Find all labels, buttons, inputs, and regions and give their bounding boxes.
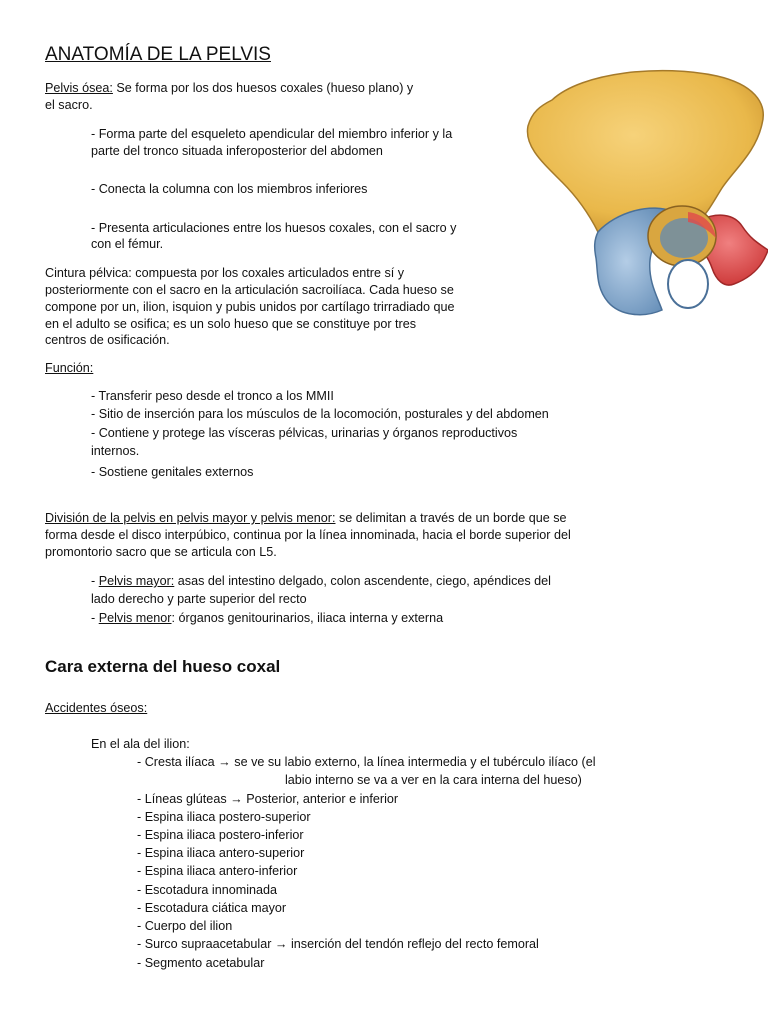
division-line-1: [45, 510, 567, 527]
cintura-line-4: en el adulto se osifica; es un solo hueso que se constituye por tres: [45, 317, 417, 331]
hip-bone-illustration: [512, 62, 768, 322]
accidente-item-1: - Cresta ilíaca → se ve su labio externo, la línea intermedia y el tubérculo ilíaco (el: [137, 755, 596, 769]
accidente-item-6: - Espina iliaca antero-inferior: [137, 864, 298, 878]
bullet-1-line-2: parte del tronco situada inferoposterior del abdomen: [91, 144, 383, 158]
funcion-item-1: - Transferir peso desde el tronco a los MMII: [91, 389, 334, 403]
division-label: División de la pelvis en pelvis mayor y pelvis menor:: [45, 511, 336, 525]
bullet-2-line-1: - Conecta la columna con los miembros inferiores: [91, 182, 368, 196]
pelvis-mayor-dash: -: [91, 574, 99, 588]
accidente-item-5: - Espina iliaca antero-superior: [137, 846, 305, 860]
bullet-1-line-1: - Forma parte del esqueleto apendicular del miembro inferior y la: [91, 127, 453, 141]
funcion-label: Función:: [45, 361, 94, 375]
cintura-line-1: Cintura pélvica: compuesta por los coxales articulados entre sí y: [45, 266, 405, 280]
pelvis-osea-text: Se forma por los dos huesos coxales (hueso plano) y: [112, 81, 414, 95]
pelvis-menor-line: [91, 610, 443, 627]
cintura-line-3: compone por un, ilion, isquion y pubis unidos por cartílago trirradiado que: [45, 300, 455, 314]
pelvis-menor-dash: -: [91, 611, 99, 625]
pelvis-mayor-label: Pelvis mayor:: [98, 574, 175, 588]
funcion-item-4: - Sostiene genitales externos: [91, 465, 254, 479]
ala-ilion-label: En el ala del ilion:: [91, 737, 190, 751]
cara-externa-heading: Cara externa del hueso coxal: [45, 657, 281, 676]
cintura-line-2: posteriormente con el sacro en la articulación sacroilíaca. Cada hueso se: [45, 283, 454, 297]
funcion-item-2: - Sitio de inserción para los músculos de la locomoción, posturales y del abdomen: [91, 407, 549, 421]
accidente-item-4: - Espina iliaca postero-inferior: [137, 828, 304, 842]
pelvis-mayor-line-1: [91, 573, 551, 590]
funcion-item-3: - Contiene y protege las vísceras pélvicas, urinarias y órganos reproductivos: [91, 426, 518, 440]
accidente-item-8: - Escotadura ciática mayor: [137, 901, 287, 915]
division-line-2: forma desde el disco interpúbico, continua por la línea innominada, hacia el borde superior del: [45, 528, 571, 542]
accidente-item-11: - Segmento acetabular: [137, 956, 265, 970]
pelvis-mayor-line-2: lado derecho y parte superior del recto: [91, 592, 307, 606]
accidente-item-10: - Surco supraacetabular → inserción del tendón reflejo del recto femoral: [137, 937, 539, 951]
obturator-foramen-shape: [668, 260, 708, 308]
accidentes-label: Accidentes óseos:: [45, 701, 148, 715]
pelvis-osea-line-2: el sacro.: [45, 98, 93, 112]
division-text: se delimitan a través de un borde que se: [335, 511, 567, 525]
funcion-item-3-cont: internos.: [91, 444, 140, 458]
pelvis-osea-line-1: [45, 80, 413, 97]
accidente-item-7: - Escotadura innominada: [137, 883, 278, 897]
bullet-3-line-1: - Presenta articulaciones entre los huesos coxales, con el sacro y: [91, 221, 457, 235]
pelvis-menor-text: : órganos genitourinarios, iliaca interna y externa: [171, 611, 444, 625]
accidente-item-9: - Cuerpo del ilion: [137, 919, 233, 933]
page-title: ANATOMÍA DE LA PELVIS: [45, 44, 271, 65]
pelvis-osea-label: Pelvis ósea:: [45, 81, 113, 95]
accidente-item-3: - Espina iliaca postero-superior: [137, 810, 311, 824]
division-line-3: promontorio sacro que se articula con L5.: [45, 545, 277, 559]
cintura-line-5: centros de osificación.: [45, 333, 170, 347]
accidente-item-2: - Líneas glúteas → Posterior, anterior e inferior: [137, 792, 399, 806]
pelvis-menor-label: Pelvis menor: [98, 611, 172, 625]
bullet-3-line-2: con el fémur.: [91, 237, 164, 251]
pelvis-mayor-text: asas del intestino delgado, colon ascendente, ciego, apéndices del: [174, 574, 551, 588]
accidente-item-1-cont: labio interno se va a ver en la cara interna del hueso): [285, 773, 582, 787]
